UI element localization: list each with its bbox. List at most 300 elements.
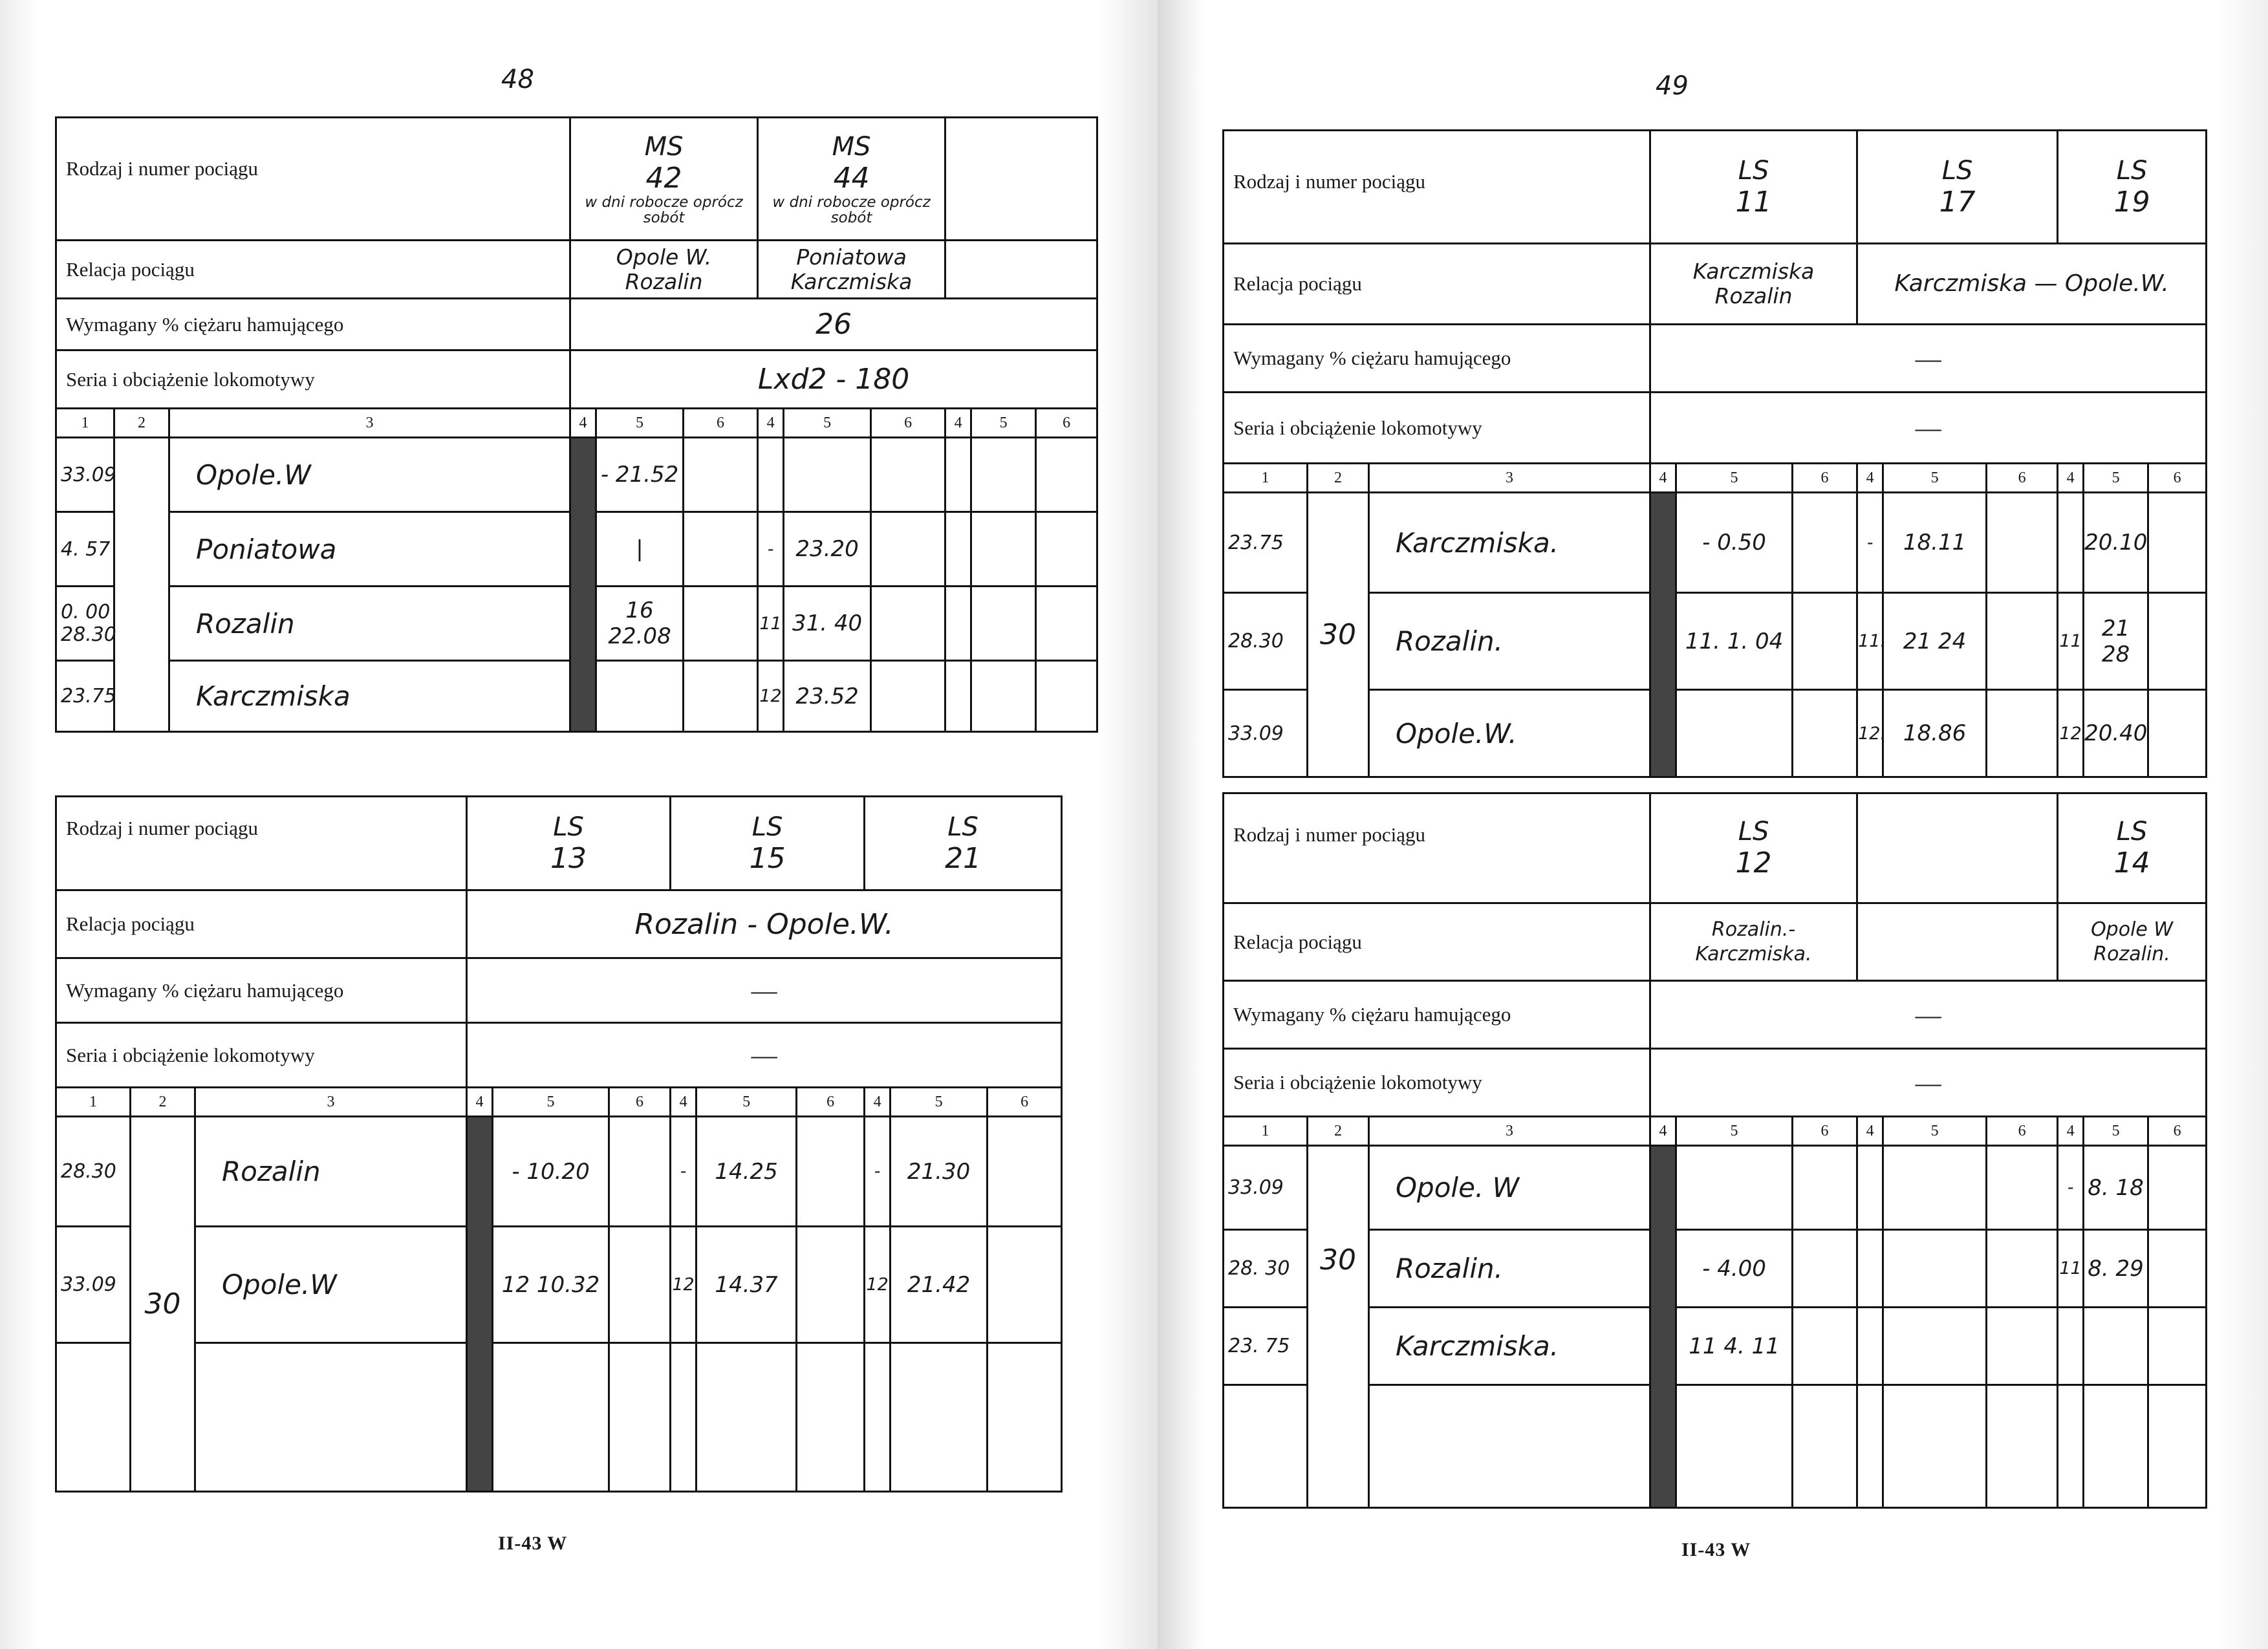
- time-cell: [493, 1117, 609, 1227]
- table-row: [1224, 1308, 2207, 1385]
- train-header-3: [2058, 131, 2207, 244]
- empty-cell: [871, 587, 945, 661]
- km-value: 28.30: [61, 623, 116, 646]
- col-number: 6: [2148, 1117, 2207, 1146]
- relation-label: Relacja pociągu: [56, 890, 467, 958]
- train-type: LS: [947, 812, 978, 842]
- empty-cell: [2058, 1385, 2084, 1508]
- col-number: 4: [2058, 464, 2084, 493]
- station-name: Rozalin: [195, 1117, 467, 1227]
- timetable-left-lower: [55, 795, 1063, 1493]
- stop-cell: 11: [758, 587, 784, 661]
- time-cell: 21 28: [2084, 593, 2148, 690]
- relation-2: [758, 241, 945, 299]
- col-number: 5: [596, 409, 684, 438]
- loco-value: —: [1650, 1049, 2207, 1117]
- arr-dep-flag: -: [1702, 530, 1711, 555]
- col-number: 6: [684, 409, 758, 438]
- loco-value: —: [467, 1023, 1062, 1088]
- station-name: Opole.W: [195, 1227, 467, 1343]
- train-header-2: [2058, 793, 2207, 903]
- col-number: 5: [1676, 1117, 1793, 1146]
- arr-dep-flag: -: [512, 1158, 520, 1185]
- km-cell: 33.09: [56, 438, 114, 512]
- timetable-right-lower: [1222, 792, 2207, 1509]
- brake-value: —: [467, 958, 1062, 1023]
- table-row: [56, 438, 1097, 512]
- train-label: Rodzaj i numer pociągu: [1224, 131, 1650, 244]
- relation-from: Poniatowa: [796, 244, 907, 270]
- time-value: 1. 04: [1727, 628, 1784, 654]
- col-number: 3: [195, 1088, 467, 1117]
- page-number-left: 48: [501, 65, 534, 94]
- station-name: Karczmiska: [169, 661, 570, 732]
- col-number: 5: [1676, 464, 1793, 493]
- km-cell: 4. 57: [56, 512, 114, 587]
- col-number: 2: [1308, 1117, 1369, 1146]
- stop-cell: [2058, 493, 2084, 593]
- empty-cell: [684, 587, 758, 661]
- stop-cell: 11: [2058, 593, 2084, 690]
- empty-cell: [2058, 1308, 2084, 1385]
- relation-1: [1650, 903, 1857, 981]
- empty-cell: [56, 1343, 131, 1492]
- empty-cell: [684, 661, 758, 732]
- table-row: [1224, 690, 2207, 777]
- empty-cell: [797, 1117, 865, 1227]
- col-number: 1: [1224, 1117, 1308, 1146]
- table-row: [1224, 1230, 2207, 1308]
- col-number: 4: [865, 1088, 891, 1117]
- col-number: 6: [1793, 1117, 1857, 1146]
- time-cell: 14.37: [697, 1227, 797, 1343]
- speed-cell: 30: [1308, 493, 1369, 777]
- train-number: 11: [1735, 185, 1772, 219]
- empty-cell: [1857, 1385, 1883, 1508]
- train-number: 15: [749, 841, 786, 875]
- train-number: 17: [1939, 185, 1976, 219]
- stop-minutes: 12: [501, 1271, 530, 1298]
- empty-cell: [609, 1117, 671, 1227]
- stop-minutes: 11: [1689, 1333, 1717, 1359]
- time-cell: 21.42: [891, 1227, 988, 1343]
- stop-bar: [570, 438, 596, 732]
- col-number: 1: [1224, 464, 1308, 493]
- col-number: 2: [1308, 464, 1369, 493]
- stop-minutes: 11.: [1685, 628, 1720, 654]
- train-label: Rodzaj i numer pociągu: [56, 797, 467, 890]
- train-number: 12: [1735, 846, 1772, 879]
- empty-cell: [988, 1227, 1062, 1343]
- km-cell: 33.09: [1224, 690, 1308, 777]
- col-number: 6: [609, 1088, 671, 1117]
- empty-cell: [1793, 593, 1857, 690]
- table-row: [1224, 493, 2207, 593]
- relation-label: Relacja pociągu: [1224, 903, 1650, 981]
- km-cell: 23.75: [56, 661, 114, 732]
- empty-cell: [871, 512, 945, 587]
- empty-cell: [945, 118, 1097, 241]
- stop-cell: 12: [758, 661, 784, 732]
- empty-cell: [971, 438, 1036, 512]
- time-cell: [596, 587, 684, 661]
- time-cell: 8. 29: [2084, 1230, 2148, 1308]
- empty-cell: [493, 1343, 609, 1492]
- time-cell: 8. 18: [2084, 1146, 2148, 1230]
- col-number: 4: [671, 1088, 697, 1117]
- station-name: Poniatowa: [169, 512, 570, 587]
- time-cell: [1676, 1146, 1793, 1230]
- empty-cell: [2084, 1308, 2148, 1385]
- km-cell: 33.09: [56, 1227, 131, 1343]
- footer-code-left: II-43 W: [498, 1533, 568, 1554]
- empty-cell: [1987, 593, 2058, 690]
- relation-label: Relacja pociągu: [56, 241, 570, 299]
- col-number: 6: [871, 409, 945, 438]
- train-type: LS: [553, 812, 584, 842]
- empty-cell: [971, 587, 1036, 661]
- empty-cell: [871, 661, 945, 732]
- empty-cell: [1793, 1230, 1857, 1308]
- col-number: 4: [467, 1088, 493, 1117]
- empty-cell: [1883, 1308, 1987, 1385]
- station-name: Karczmiska.: [1369, 493, 1650, 593]
- empty-cell: [797, 1343, 865, 1492]
- km-cell: 33.09: [1224, 1146, 1308, 1230]
- empty-cell: [684, 512, 758, 587]
- loco-value: Lxd2 - 180: [570, 350, 1097, 409]
- time-cell: [493, 1227, 609, 1343]
- empty-cell: [891, 1343, 988, 1492]
- col-number: 4: [1650, 464, 1676, 493]
- station-name: Opole.W.: [1369, 690, 1650, 777]
- train-number: 19: [2113, 185, 2150, 219]
- station-name: Opole.W: [169, 438, 570, 512]
- relation-2: Karczmiska — Opole.W.: [1857, 244, 2207, 325]
- station-name: Karczmiska.: [1369, 1308, 1650, 1385]
- time-cell: 23.20: [784, 512, 871, 587]
- col-number: 4: [570, 409, 596, 438]
- col-number: 6: [1987, 464, 2058, 493]
- col-number: 6: [2148, 464, 2207, 493]
- col-number: 3: [1369, 1117, 1650, 1146]
- station-name: Rozalin: [169, 587, 570, 661]
- km-cell: 23.75: [1224, 493, 1308, 593]
- km-cell: 28.30: [56, 1117, 131, 1227]
- time-cell: 18.11: [1883, 493, 1987, 593]
- col-number: 4: [758, 409, 784, 438]
- time-cell: 20.40: [2084, 690, 2148, 777]
- time-value: 4. 11: [1723, 1333, 1780, 1359]
- empty-cell: [971, 661, 1036, 732]
- train-header-2: [758, 118, 945, 241]
- empty-cell: [1793, 493, 1857, 593]
- loco-label: Seria i obciążenie lokomotywy: [56, 1023, 467, 1088]
- train-type: LS: [1738, 817, 1769, 846]
- train-label: Rodzaj i numer pociągu: [56, 118, 570, 241]
- col-number: 5: [1883, 1117, 1987, 1146]
- table-row: [56, 1227, 1062, 1343]
- col-number: 4: [1650, 1117, 1676, 1146]
- empty-cell: [988, 1117, 1062, 1227]
- empty-cell: [1036, 438, 1097, 512]
- timetable-left-upper: [55, 116, 1098, 733]
- empty-cell: [1676, 1385, 1793, 1508]
- train-number: 21: [945, 841, 982, 875]
- km-value: 0. 00: [61, 601, 111, 623]
- table-row: [1224, 593, 2207, 690]
- stop-bar: [467, 1117, 493, 1492]
- empty-cell: [945, 661, 971, 732]
- empty-cell: [1036, 587, 1097, 661]
- stop-cell: 12: [671, 1227, 697, 1343]
- timetable-right-upper: [1222, 129, 2207, 778]
- empty-cell: [1793, 1308, 1857, 1385]
- col-number: 4: [945, 409, 971, 438]
- col-number: 5: [891, 1088, 988, 1117]
- time-value: 10.20: [526, 1158, 590, 1185]
- station-name: Opole. W: [1369, 1146, 1650, 1230]
- empty-cell: [1987, 1146, 2058, 1230]
- col-number: 6: [1036, 409, 1097, 438]
- train-header-2: [671, 797, 865, 890]
- empty-cell: [2148, 593, 2207, 690]
- empty-cell: [1793, 1385, 1857, 1508]
- time-value: 22.08: [608, 623, 671, 649]
- time-cell: 31. 40: [784, 587, 871, 661]
- empty-cell: [945, 512, 971, 587]
- stop-bar: [1650, 1146, 1676, 1508]
- empty-cell: [609, 1343, 671, 1492]
- empty-cell: [1883, 1230, 1987, 1308]
- col-number: 5: [697, 1088, 797, 1117]
- empty-cell: [1857, 793, 2058, 903]
- stop-bar: [1650, 493, 1676, 777]
- train-type: LS: [1941, 155, 1973, 186]
- time-value: 21.52: [615, 462, 679, 488]
- stop-cell: -: [2058, 1146, 2084, 1230]
- time-cell: [596, 661, 684, 732]
- col-number: 5: [784, 409, 871, 438]
- col-number: 1: [56, 1088, 131, 1117]
- col-number: 2: [114, 409, 169, 438]
- col-number: 5: [971, 409, 1036, 438]
- time-value: 0.50: [1717, 530, 1766, 555]
- loco-value: —: [1650, 393, 2207, 464]
- brake-label: Wymagany % ciężaru hamującego: [56, 958, 467, 1023]
- footer-code-right: II-43 W: [1681, 1539, 1751, 1560]
- train-number: 14: [2113, 846, 2150, 879]
- relation-to: Rozalin: [1714, 283, 1793, 308]
- relation-1: [1650, 244, 1857, 325]
- time-cell: [596, 438, 684, 512]
- col-number: 5: [493, 1088, 609, 1117]
- empty-cell: [1987, 1308, 2058, 1385]
- relation-from: Rozalin.-: [1711, 918, 1796, 941]
- relation-from: Opole W: [2091, 918, 2174, 941]
- train-note: w dni robocze oprócz sobót: [585, 194, 743, 226]
- empty-cell: [697, 1343, 797, 1492]
- train-number: 44: [833, 162, 870, 195]
- time-cell: |: [596, 512, 684, 587]
- empty-cell: [684, 438, 758, 512]
- empty-cell: [945, 587, 971, 661]
- time-cell: [1676, 1230, 1793, 1308]
- col-number: 3: [169, 409, 570, 438]
- empty-cell: [2148, 1385, 2207, 1508]
- train-type: MS: [832, 132, 871, 162]
- speed-cell: [114, 438, 169, 732]
- empty-cell: [1036, 661, 1097, 732]
- time-cell: 14.25: [697, 1117, 797, 1227]
- train-header-2: [1857, 131, 2058, 244]
- col-number: 4: [2058, 1117, 2084, 1146]
- loco-label: Seria i obciążenie lokomotywy: [1224, 393, 1650, 464]
- page-number-right: 49: [1656, 71, 1689, 101]
- km-cell: 28.30: [1224, 593, 1308, 690]
- col-number: 1: [56, 409, 114, 438]
- empty-cell: [1987, 1385, 2058, 1508]
- empty-cell: [871, 438, 945, 512]
- train-type: LS: [2116, 155, 2148, 186]
- right-page: [1158, 0, 2268, 1649]
- speed-cell: 30: [1308, 1146, 1369, 1508]
- empty-cell: [2148, 1308, 2207, 1385]
- empty-cell: [1883, 1385, 1987, 1508]
- table-row: [1224, 1385, 2207, 1508]
- arr-dep-flag: -: [1702, 1255, 1711, 1282]
- empty-cell: [195, 1343, 467, 1492]
- empty-cell: [1987, 493, 2058, 593]
- stop-cell: -: [1857, 493, 1883, 593]
- empty-cell: [1857, 903, 2058, 981]
- time-cell: 20.10: [2084, 493, 2148, 593]
- brake-value: 26: [570, 299, 1097, 350]
- brake-label: Wymagany % ciężaru hamującego: [56, 299, 570, 350]
- stop-cell: -: [671, 1117, 697, 1227]
- empty-cell: [797, 1227, 865, 1343]
- loco-label: Seria i obciążenie lokomotywy: [1224, 1049, 1650, 1117]
- empty-cell: [945, 241, 1097, 299]
- stop-cell: 11: [2058, 1230, 2084, 1308]
- km-cell: 23. 75: [1224, 1308, 1308, 1385]
- empty-cell: [1793, 690, 1857, 777]
- train-header-3: [865, 797, 1062, 890]
- brake-label: Wymagany % ciężaru hamującego: [1224, 981, 1650, 1049]
- relation-label: Relacja pociągu: [1224, 244, 1650, 325]
- stop-cell: 11.: [1857, 593, 1883, 690]
- brake-value: —: [1650, 981, 2207, 1049]
- time-cell: 18.86: [1883, 690, 1987, 777]
- relation-from: Karczmiska: [1692, 259, 1815, 284]
- time-cell: [784, 438, 871, 512]
- empty-cell: [945, 438, 971, 512]
- stop-cell: [758, 438, 784, 512]
- relation-2: [2058, 903, 2207, 981]
- col-number: 6: [988, 1088, 1062, 1117]
- stop-cell: -: [758, 512, 784, 587]
- train-type: LS: [2116, 817, 2148, 846]
- empty-cell: [1857, 1146, 1883, 1230]
- stop-minutes: 16: [625, 598, 654, 623]
- empty-cell: [609, 1227, 671, 1343]
- km-cell: 28. 30: [1224, 1230, 1308, 1308]
- time-cell: 23.52: [784, 661, 871, 732]
- empty-cell: [1857, 1230, 1883, 1308]
- col-number: 5: [2084, 1117, 2148, 1146]
- col-number: 4: [1857, 1117, 1883, 1146]
- empty-cell: [2148, 1146, 2207, 1230]
- empty-cell: [1224, 1385, 1308, 1508]
- time-cell: 21 24: [1883, 593, 1987, 690]
- arr-dep-flag: -: [600, 462, 609, 488]
- empty-cell: [671, 1343, 697, 1492]
- train-note: w dni robocze oprócz sobót: [772, 194, 931, 226]
- stop-cell: 12.: [1857, 690, 1883, 777]
- station-name: Rozalin.: [1369, 1230, 1650, 1308]
- train-header-1: [467, 797, 671, 890]
- table-row: [56, 1343, 1062, 1492]
- empty-cell: [1857, 1308, 1883, 1385]
- table-row: [1224, 1146, 2207, 1230]
- loco-label: Seria i obciążenie lokomotywy: [56, 350, 570, 409]
- table-row: [56, 1117, 1062, 1227]
- time-cell: [1676, 690, 1793, 777]
- relation-from: Opole W.: [616, 244, 712, 270]
- time-value: 4.00: [1717, 1255, 1766, 1282]
- col-number: 6: [797, 1088, 865, 1117]
- col-number: 5: [2084, 464, 2148, 493]
- empty-cell: [1987, 1230, 2058, 1308]
- relation-to: Karczmiska.: [1695, 942, 1812, 965]
- speed-cell: 30: [131, 1117, 195, 1492]
- empty-cell: [1883, 1146, 1987, 1230]
- col-number: 3: [1369, 464, 1650, 493]
- col-number: 2: [131, 1088, 195, 1117]
- time-value: 10.32: [536, 1271, 600, 1298]
- empty-cell: [988, 1343, 1062, 1492]
- train-header-1: [1650, 793, 1857, 903]
- empty-cell: [2148, 1230, 2207, 1308]
- empty-cell: [2148, 690, 2207, 777]
- train-label: Rodzaj i numer pociągu: [1224, 793, 1650, 903]
- relation-value: Rozalin - Opole.W.: [467, 890, 1062, 958]
- train-header-1: [1650, 131, 1857, 244]
- time-cell: [1676, 493, 1793, 593]
- time-cell: [1676, 593, 1793, 690]
- train-type: LS: [1738, 155, 1769, 186]
- station-name: Rozalin.: [1369, 593, 1650, 690]
- col-number: 4: [1857, 464, 1883, 493]
- empty-cell: [1793, 1146, 1857, 1230]
- km-cell: [56, 587, 114, 661]
- train-type: MS: [644, 132, 684, 162]
- empty-cell: [2084, 1385, 2148, 1508]
- empty-cell: [1036, 512, 1097, 587]
- relation-to: Rozalin: [625, 268, 703, 294]
- stop-cell: -: [865, 1117, 891, 1227]
- train-type: LS: [751, 812, 783, 842]
- empty-cell: [971, 512, 1036, 587]
- brake-label: Wymagany % ciężaru hamującego: [1224, 325, 1650, 393]
- relation-1: [570, 241, 758, 299]
- empty-cell: [1987, 690, 2058, 777]
- stop-cell: 12: [865, 1227, 891, 1343]
- relation-to: Rozalin.: [2093, 942, 2170, 965]
- train-number: 42: [645, 162, 682, 195]
- relation-to: Karczmiska: [790, 268, 913, 294]
- time-cell: 21.30: [891, 1117, 988, 1227]
